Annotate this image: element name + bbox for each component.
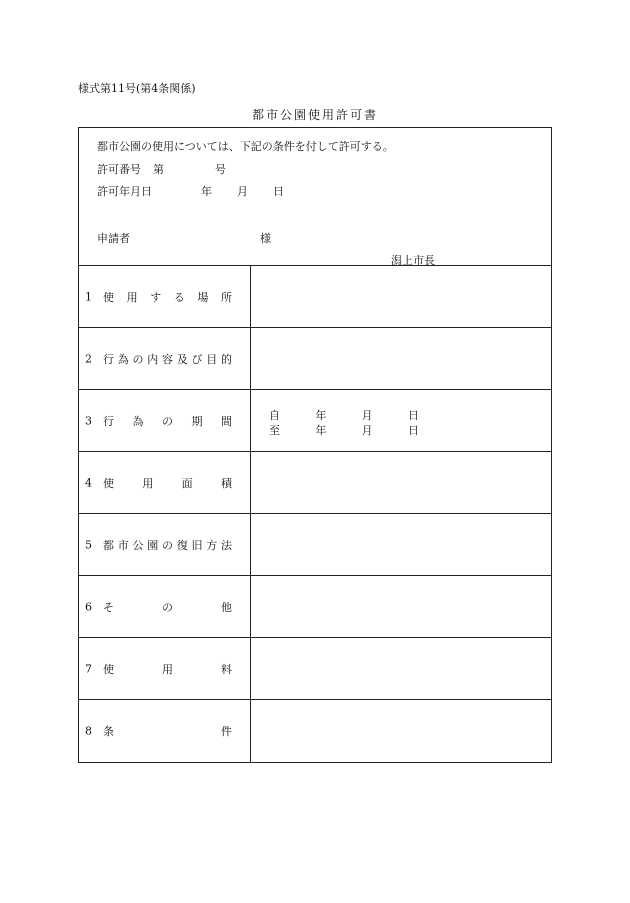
permit-number-prefix: 第 [153,163,164,176]
row-label-char: 為 [117,352,129,366]
document-title: 都市公園使用許可書 [251,108,378,122]
row-number: 2 [85,352,92,365]
row-label-char: 法 [221,538,232,552]
permit-number-suffix: 号 [215,163,226,176]
period-to-day: 日 [407,424,419,437]
period-from [269,407,419,423]
row-label [103,413,232,429]
period-from-month: 月 [361,409,373,422]
permit-form [78,127,552,763]
row-label-char: す [150,290,162,304]
row-label-char: 用 [142,476,154,490]
other-field[interactable] [251,576,551,637]
row-label-char: 用 [126,290,138,304]
row-label-char: 用 [162,662,173,676]
row-label [103,723,232,739]
row-label-char: 使 [103,662,114,676]
row-conditions [79,700,551,762]
row-label [103,289,232,305]
row-label-char: 面 [181,476,193,490]
permit-date-label: 許可年月日 [97,185,152,198]
row-area [79,452,551,514]
row-label-char: 市 [117,538,129,552]
purpose-field[interactable] [251,328,551,389]
row-label-char: 復 [176,538,188,552]
permit-date-day: 日 [273,185,284,198]
row-label [103,475,232,491]
intro-section [79,128,551,266]
row-purpose [79,328,551,390]
row-label-char: 容 [162,352,173,366]
row-label-char: の [162,600,173,614]
row-label-char: 積 [220,476,232,490]
row-label-char: 他 [221,600,232,614]
row-label-char: 件 [221,725,232,738]
row-label-char: 為 [132,414,144,428]
fee-field[interactable] [251,638,551,699]
row-number: 7 [85,662,92,675]
applicant-honorific: 様 [260,232,271,245]
row-label-char: の [162,538,173,552]
row-label-char: 的 [221,352,232,366]
row-label-char: の [132,352,144,366]
row-label-char: 旧 [191,538,203,552]
row-fee [79,638,551,700]
row-label-char: 場 [197,290,209,304]
period-to [269,422,419,438]
row-label-char: 目 [206,352,218,366]
row-label [103,351,232,367]
row-label-char: 使 [103,290,114,304]
applicant-label: 申請者 [97,232,130,245]
row-restoration [79,514,551,576]
row-number: 1 [85,290,92,303]
row-number: 6 [85,600,92,613]
row-label-char: 都 [103,538,114,552]
row-number: 5 [85,538,92,551]
conditions-field[interactable] [251,700,551,762]
row-label-char: 料 [221,662,232,676]
row-location [79,266,551,328]
period-to-mark: 至 [269,424,280,437]
row-label-char: の [162,414,173,428]
permit-date-year: 年 [201,185,212,198]
row-label-char: 間 [221,414,232,428]
row-label-char: 行 [103,414,114,428]
period-to-year: 年 [315,424,327,437]
row-label-char: 期 [191,414,203,428]
row-label-char: そ [103,600,114,614]
permit-number-label: 許可番号 [97,163,141,176]
row-other [79,576,551,638]
row-period [79,390,551,452]
row-number: 4 [85,476,92,489]
location-field[interactable] [251,266,551,327]
area-field[interactable] [251,452,551,513]
permit-statement: 都市公園の使用については、下記の条件を付して許可する。 [97,140,394,153]
row-label-char: 内 [147,352,159,366]
period-from-mark: 自 [269,409,280,422]
row-label-char: 条 [103,725,114,738]
form-rows [79,266,551,762]
row-label-char: る [173,290,185,304]
permit-date-month: 月 [237,185,248,198]
row-number: 3 [85,414,92,427]
row-label [103,599,232,615]
period-field[interactable] [251,390,551,451]
row-label-char: 及 [176,352,188,366]
row-number: 8 [85,724,92,738]
form-number: 様式第11号(第4条関係) [78,82,196,95]
period-from-year: 年 [315,409,327,422]
restoration-field[interactable] [251,514,551,575]
period-from-day: 日 [407,409,419,422]
period-to-month: 月 [361,424,373,437]
row-label [103,661,232,677]
row-label-char: 所 [220,290,232,304]
row-label-char: 公 [132,538,144,552]
row-label-char: 園 [147,538,159,552]
row-label-char: び [191,352,203,366]
row-label-char: 行 [103,352,114,366]
row-label-char: 使 [103,476,114,490]
issuer: 潟上市長 [391,254,435,267]
row-label-char: 方 [206,538,218,552]
row-label [103,537,232,553]
